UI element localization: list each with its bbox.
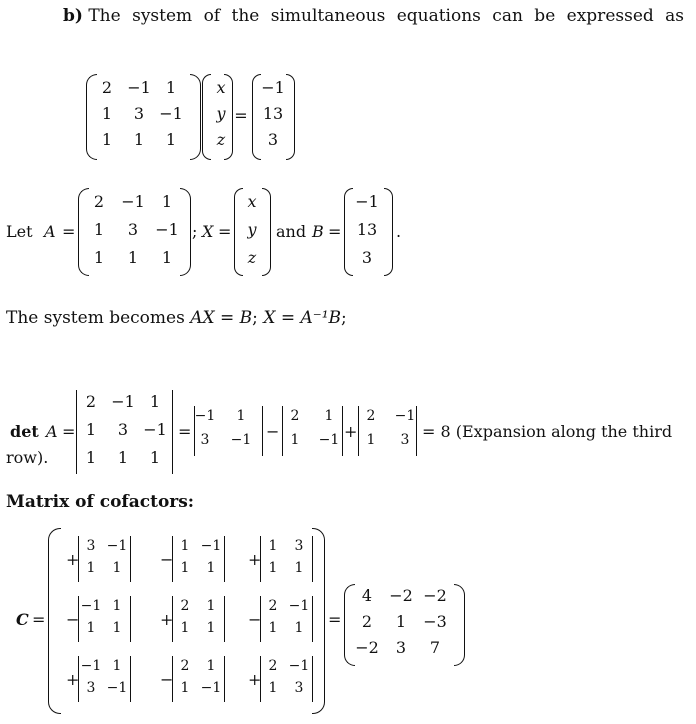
matrix-cell: 3 (395, 638, 407, 657)
matrix-cell: 2 (85, 392, 97, 411)
cofactor-title: Matrix of cofactors: (6, 492, 195, 512)
equals-sign: = (328, 610, 342, 629)
system-text: The system becomes (6, 308, 185, 328)
matrix-cell: −1 (155, 220, 179, 239)
plus-sign: + (66, 550, 80, 569)
matrix-cell: 1 (366, 432, 376, 448)
matrix-cell: 7 (429, 638, 441, 657)
minor-cell: −1 (80, 658, 102, 674)
matrix-cell: 13 (356, 220, 378, 239)
minor-cell: 1 (180, 560, 190, 576)
matrix-cell: −1 (159, 104, 183, 123)
minor-bar (172, 536, 173, 582)
matrix-cell: x (247, 192, 257, 211)
minor-cell: 1 (294, 620, 304, 636)
right-paren (454, 584, 465, 666)
matrix-cell: 1 (149, 392, 161, 411)
minus-sign: − (248, 610, 262, 629)
equals-sign: = (32, 610, 46, 629)
minor-cell: 2 (268, 658, 278, 674)
minor-cell: 3 (294, 680, 304, 696)
det-label: det (10, 422, 39, 441)
matrix-cell: 1 (149, 448, 161, 467)
minor-cell: 1 (180, 538, 190, 554)
matrix-cell: 1 (85, 420, 97, 439)
equals-sign: = (62, 422, 76, 441)
minor-cell: 1 (268, 560, 278, 576)
right-paren (180, 188, 191, 276)
minor-bar (342, 406, 343, 456)
matrix-cell: 1 (236, 408, 246, 424)
minor-cell: 1 (86, 560, 96, 576)
matrix-cell: −2 (355, 638, 379, 657)
right-paren (384, 188, 393, 276)
part-label: b) (63, 6, 83, 26)
minor-cell: −1 (80, 598, 102, 614)
equals-sign: = (62, 222, 76, 241)
minor-cell: 1 (112, 560, 122, 576)
minor-cell: −1 (106, 680, 128, 696)
det-result-continuation: row). (6, 448, 49, 467)
det-bar-right (172, 390, 173, 474)
matrix-cell: z (216, 130, 226, 149)
minor-bar (260, 596, 261, 642)
matrix-cell: −1 (230, 432, 252, 448)
minor-cell: 3 (86, 538, 96, 554)
matrix-cell: 13 (262, 104, 284, 123)
minor-cell: 1 (268, 620, 278, 636)
minor-bar (260, 656, 261, 702)
matrix-cell: 3 (361, 248, 373, 267)
equation-AX-B: AX = B (190, 308, 253, 328)
matrix-cell: −1 (127, 78, 151, 97)
minor-bar (78, 656, 79, 702)
minor-bar (130, 536, 131, 582)
matrix-cell: 1 (165, 78, 177, 97)
right-paren (262, 188, 271, 276)
minor-cell: 1 (180, 680, 190, 696)
matrix-cell: 1 (85, 448, 97, 467)
let-definitions (6, 188, 696, 278)
minor-cell: −1 (288, 598, 310, 614)
matrix-X-name: X (202, 222, 214, 241)
matrix-cell: 1 (127, 248, 139, 267)
matrix-cell: 4 (361, 586, 373, 605)
minor-cell: 1 (180, 620, 190, 636)
matrix-cell: 3 (133, 104, 145, 123)
equals-sign: = (178, 422, 192, 441)
matrix-cell: −1 (121, 192, 145, 211)
matrix-cell: 1 (133, 130, 145, 149)
matrix-cell: −1 (355, 192, 379, 211)
period: . (396, 222, 402, 241)
plus-sign: + (248, 670, 262, 689)
minor-bar (78, 596, 79, 642)
matrix-cell: 1 (324, 408, 334, 424)
minor-bar (416, 406, 417, 456)
matrix-A-name: A (44, 222, 56, 241)
equation-X-invA-B: X = A⁻¹B (263, 308, 342, 328)
minor-cell: 1 (268, 538, 278, 554)
matrix-cell: 2 (101, 78, 113, 97)
matrix-cell: 2 (93, 192, 105, 211)
minor-cell: 1 (112, 598, 122, 614)
equals-sign: = (234, 106, 248, 125)
system-becomes-line (6, 308, 347, 328)
matrix-cell: 1 (395, 612, 407, 631)
vector-B-name: B (312, 222, 324, 241)
plus-sign: + (344, 422, 358, 441)
minor-cell: −1 (106, 538, 128, 554)
left-paren (48, 528, 61, 714)
separator: ; (341, 308, 347, 328)
minor-cell: 3 (294, 538, 304, 554)
matrix-cell: x (216, 78, 226, 97)
matrix-cell: 1 (93, 220, 105, 239)
minor-cell: 1 (206, 598, 216, 614)
matrix-cell: 3 (200, 432, 210, 448)
matrix-cell: 2 (366, 408, 376, 424)
matrix-cell: y (216, 104, 226, 123)
matrix-cell: −1 (318, 432, 340, 448)
equals-sign: = (328, 222, 342, 241)
minor-cell: 1 (206, 560, 216, 576)
minor-cell: 1 (86, 620, 96, 636)
minor-cell: 2 (180, 658, 190, 674)
minor-cell: 1 (112, 658, 122, 674)
matrix-cell: 1 (101, 104, 113, 123)
minor-bar (224, 536, 225, 582)
matrix-A-name: A (46, 422, 58, 441)
equation-system-matrix-form (86, 74, 316, 164)
matrix-cell: 1 (161, 192, 173, 211)
let-word: Let (6, 222, 33, 241)
matrix-cell: 3 (117, 420, 129, 439)
minor-cell: 1 (112, 620, 122, 636)
right-paren (312, 528, 325, 714)
minor-bar (358, 406, 359, 456)
minor-bar (224, 596, 225, 642)
equals-sign: = (218, 222, 232, 241)
right-paren (190, 74, 201, 160)
matrix-cell: 1 (165, 130, 177, 149)
right-paren (224, 74, 233, 160)
matrix-cell: −1 (111, 392, 135, 411)
minor-cell: −1 (288, 658, 310, 674)
plus-sign: + (66, 670, 80, 689)
minor-bar (172, 656, 173, 702)
minor-cell: 1 (268, 680, 278, 696)
matrix-cell: y (247, 220, 257, 239)
minor-cell: −1 (200, 538, 222, 554)
minor-cell: 3 (86, 680, 96, 696)
heading-text: The system of the simultaneous equations can be expressed as (88, 6, 685, 26)
matrix-cell: 1 (161, 248, 173, 267)
minus-sign: − (66, 610, 80, 629)
minor-bar (262, 406, 263, 456)
minor-bar (260, 536, 261, 582)
minor-cell: −1 (200, 680, 222, 696)
right-paren (286, 74, 295, 160)
minor-bar (172, 596, 173, 642)
matrix-cell: 1 (101, 130, 113, 149)
matrix-cell: −2 (389, 586, 413, 605)
matrix-cell: z (247, 248, 257, 267)
matrix-cell: 1 (117, 448, 129, 467)
matrix-cell: 1 (93, 248, 105, 267)
plus-sign: + (248, 550, 262, 569)
matrix-cell: −1 (394, 408, 416, 424)
separator: ; (192, 222, 198, 241)
matrix-cell: −3 (423, 612, 447, 631)
determinant-line (6, 388, 696, 478)
matrix-cell: −1 (143, 420, 167, 439)
minor-bar (78, 536, 79, 582)
minor-bar (282, 406, 283, 456)
matrix-cell: 2 (290, 408, 300, 424)
minor-cell: 1 (206, 620, 216, 636)
and-word: and (276, 222, 307, 241)
matrix-cell: 1 (290, 432, 300, 448)
minor-bar (130, 596, 131, 642)
matrix-cell: −1 (261, 78, 285, 97)
matrix-cell: 3 (127, 220, 139, 239)
minor-cell: 2 (268, 598, 278, 614)
matrix-cell: −1 (194, 408, 216, 424)
heading (63, 6, 684, 26)
cofactor-equation (0, 528, 696, 718)
minor-bar (224, 656, 225, 702)
matrix-cell: 3 (400, 432, 410, 448)
minus-sign: − (160, 550, 174, 569)
minus-sign: − (160, 670, 174, 689)
minor-cell: 1 (206, 658, 216, 674)
separator: ; (252, 308, 258, 328)
plus-sign: + (160, 610, 174, 629)
minor-bar (130, 656, 131, 702)
matrix-cell: 2 (361, 612, 373, 631)
matrix-C-name: C (16, 610, 29, 629)
minor-cell: 1 (294, 560, 304, 576)
minus-sign: − (266, 422, 280, 441)
matrix-cell: 3 (267, 130, 279, 149)
det-result: = 8 (Expansion along the third (422, 422, 673, 441)
minor-cell: 2 (180, 598, 190, 614)
matrix-cell: −2 (423, 586, 447, 605)
